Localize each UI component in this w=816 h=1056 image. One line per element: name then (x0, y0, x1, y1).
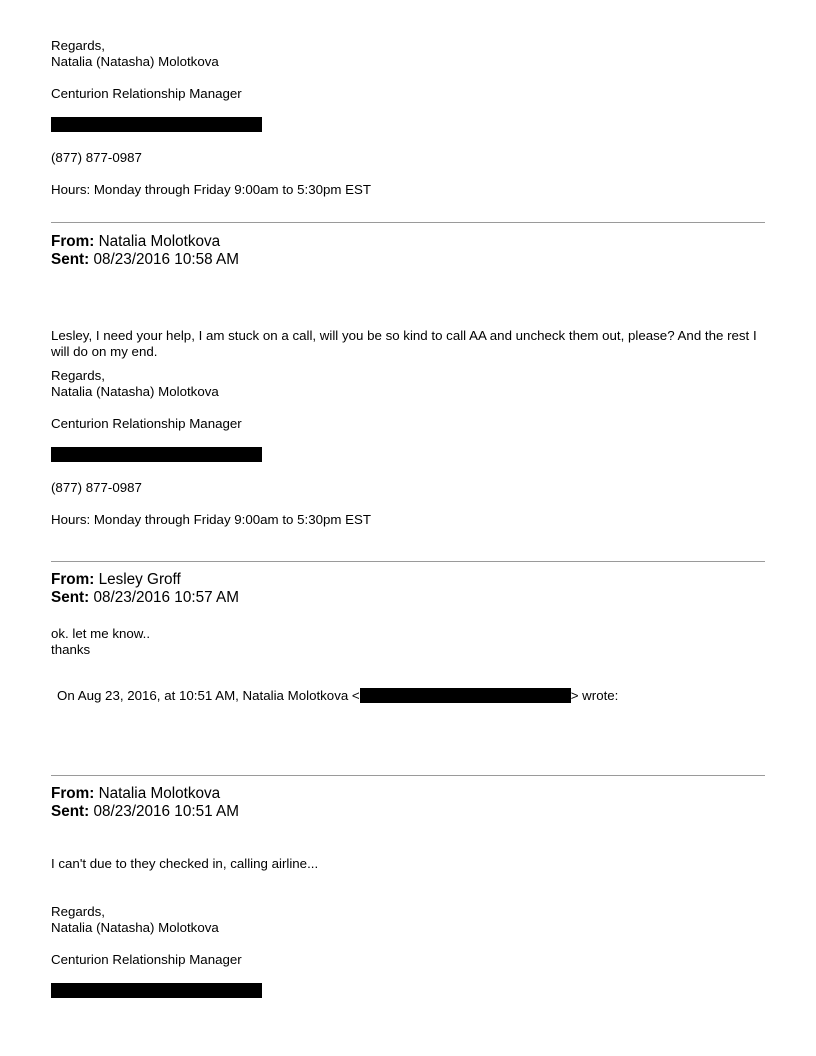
signature-title: Centurion Relationship Manager (51, 416, 242, 431)
signature-hours: Hours: Monday through Friday 9:00am to 5:30pm EST (51, 512, 372, 527)
signature-name: Natalia (Natasha) Molotkova (51, 384, 219, 399)
signature-title: Centurion Relationship Manager (51, 952, 242, 967)
signature-regards: Regards, (51, 368, 105, 383)
signature-title: Centurion Relationship Manager (51, 86, 242, 101)
sent-value: 08/23/2016 10:57 AM (93, 589, 239, 606)
message-body-line: thanks (51, 642, 91, 657)
quote-header (57, 688, 618, 704)
from-value: Natalia Molotkova (98, 785, 221, 802)
signature-phone: (877) 877-0987 (51, 150, 142, 165)
message-divider (51, 775, 765, 776)
from-value: Natalia Molotkova (98, 233, 221, 250)
sent-label: Sent: (51, 803, 90, 820)
signature-name: Natalia (Natasha) Molotkova (51, 920, 219, 935)
sent-value: 08/23/2016 10:51 AM (93, 803, 239, 820)
quote-suffix: > wrote: (570, 688, 619, 703)
redacted-email (51, 983, 262, 998)
signature-hours: Hours: Monday through Friday 9:00am to 5:30pm EST (51, 182, 372, 197)
message-sent (51, 251, 239, 269)
signature-phone: (877) 877-0987 (51, 480, 142, 495)
sent-label: Sent: (51, 251, 90, 268)
message-body: Lesley, I need your help, I am stuck on a call, will you be so kind to call AA and uncheck them out, please? And the rest I will do on my end. (51, 328, 757, 359)
message-from (51, 233, 220, 251)
message-body: I can't due to they checked in, calling airline... (51, 856, 319, 871)
redacted-email (51, 117, 262, 132)
message-body-line: ok. let me know.. (51, 626, 151, 641)
redacted-email (51, 447, 262, 462)
message-sent (51, 803, 239, 821)
message-sent (51, 589, 239, 607)
signature-name: Natalia (Natasha) Molotkova (51, 54, 219, 69)
redacted-email (360, 688, 571, 703)
message-from (51, 785, 220, 803)
message-from (51, 571, 181, 589)
quote-prefix: On Aug 23, 2016, at 10:51 AM, Natalia Molotkova < (57, 688, 360, 703)
from-label: From: (51, 233, 95, 250)
signature-regards: Regards, (51, 904, 105, 919)
message-divider (51, 561, 765, 562)
sent-label: Sent: (51, 589, 90, 606)
from-label: From: (51, 571, 95, 588)
message-divider (51, 222, 765, 223)
signature-regards: Regards, (51, 38, 105, 53)
sent-value: 08/23/2016 10:58 AM (93, 251, 239, 268)
from-value: Lesley Groff (98, 571, 181, 588)
from-label: From: (51, 785, 95, 802)
